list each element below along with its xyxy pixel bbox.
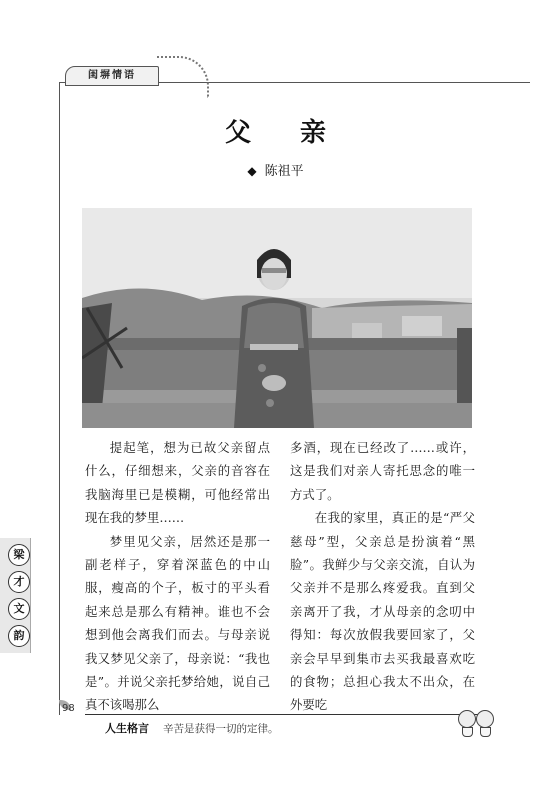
mascot-icon	[458, 710, 476, 728]
author-name: 陈祖平	[264, 164, 304, 179]
body-left-column	[85, 436, 270, 717]
body-right-column	[290, 436, 475, 717]
footer-divider	[85, 714, 480, 715]
section-side-label	[0, 538, 31, 653]
side-label-char: 文	[8, 598, 30, 620]
column-tab: 闺塀情语	[65, 66, 159, 86]
mascot-icon	[476, 710, 494, 728]
side-label-char: 韵	[8, 625, 30, 647]
article-title: 父 亲	[224, 118, 347, 148]
footer-motto	[105, 720, 279, 736]
side-label-char: 梁	[8, 544, 30, 566]
motto-text: 辛苦是获得一切的定律。	[163, 723, 279, 735]
diamond-icon: ◆	[247, 164, 257, 178]
author-line	[0, 160, 551, 179]
paragraph: 梦里见父亲，居然还是那一副老样子，穿着深蓝色的中山服，瘦高的个子，板寸的平头看起来总是那么有精神。谁也不会想到他会离我们而去。与母亲说我又梦见父亲了，母亲说：“我也是”。并说父亲托梦给她，说自己真不该喝那么	[85, 533, 270, 713]
side-label-char: 才	[8, 571, 30, 593]
photo-woman-on-balcony	[82, 208, 472, 428]
paragraph: 多酒，现在已经改了……或许，这是我们对亲人寄托思念的唯一方式了。	[290, 440, 475, 502]
motto-label: 人生格言	[105, 722, 149, 735]
paragraph: 在我的家里，真正的是“严父慈母”型，父亲总是扮演着“黑脸”。我鲜少与父亲交流，自认为父亲并不是那么疼爱我。直到父亲离开了我，才从母亲的念叨中得知：每次放假我要回家了，父亲会早早到集市去买我最喜欢吃的食物；总担心我太不出众，在外要吃	[290, 510, 475, 713]
paragraph: 提起笔，想为已故父亲留点什么，仔细想来，父亲的音容在我脑海里已是模糊，可他经常出现在我的梦里……	[85, 440, 270, 526]
decorative-dotted-arc	[157, 56, 209, 98]
page-number: 98	[62, 703, 75, 714]
article-photo	[82, 208, 472, 428]
